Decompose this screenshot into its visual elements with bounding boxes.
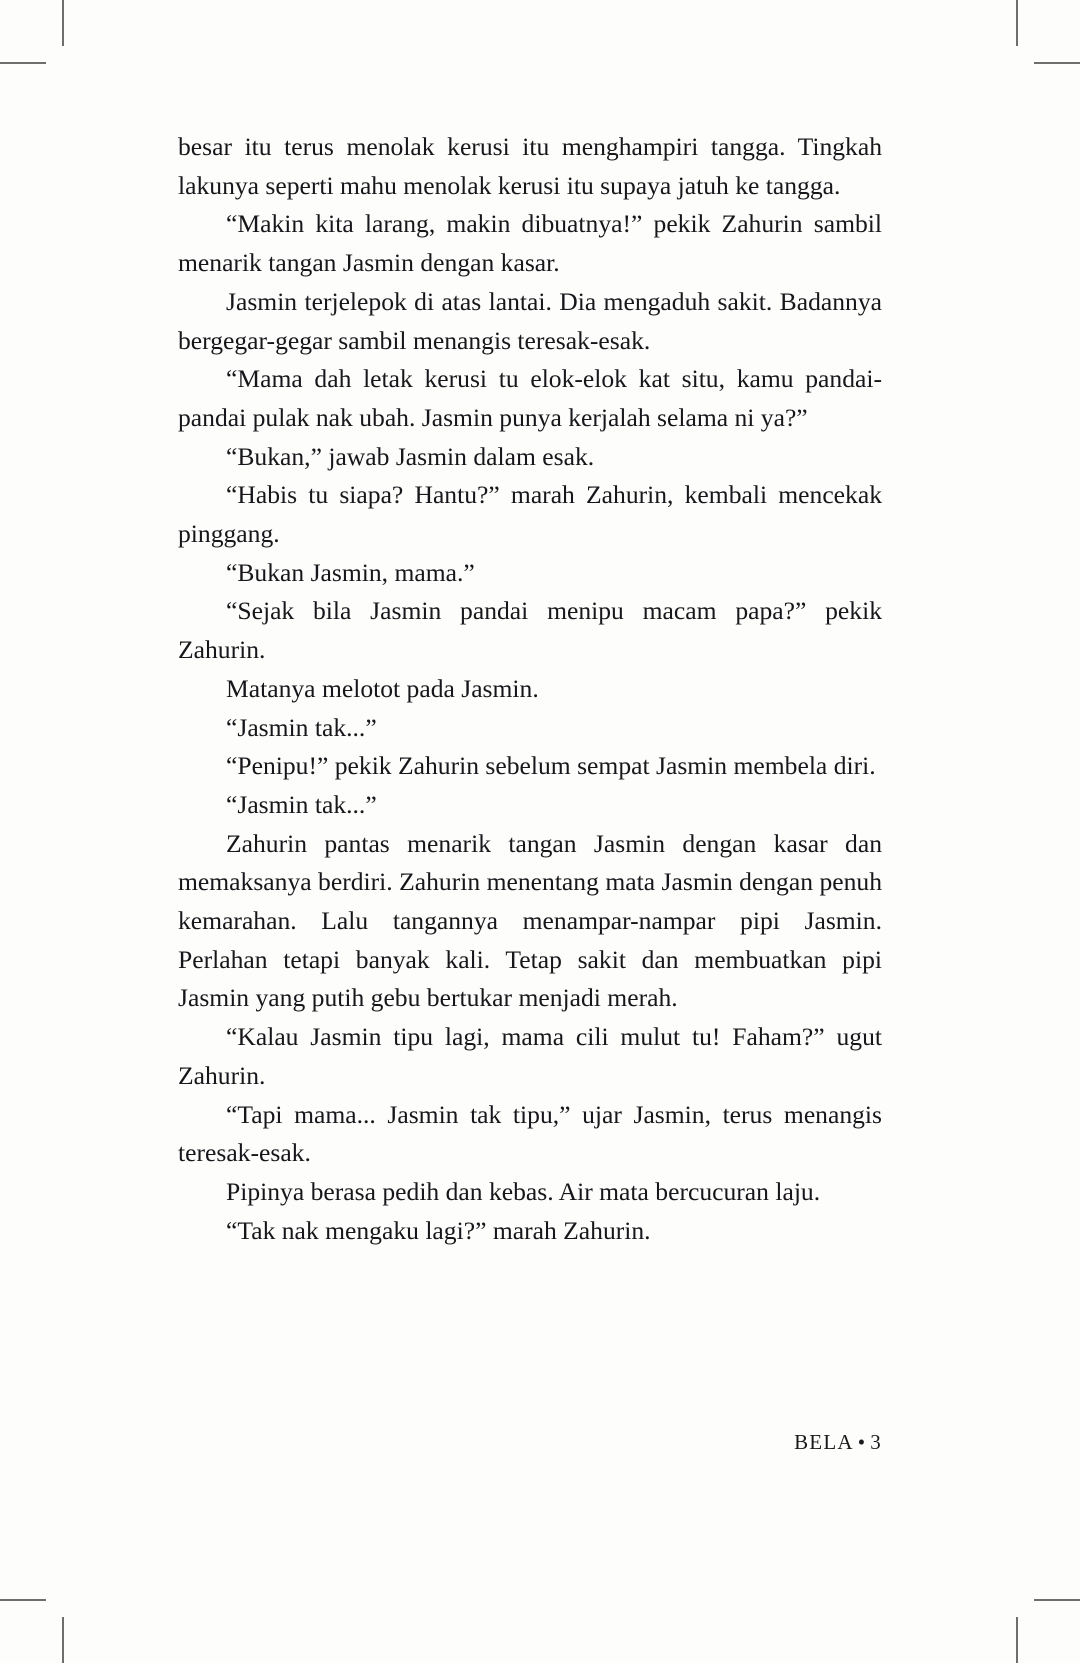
body-paragraph: “Penipu!” pekik Zahurin sebelum sempat Jasmin membela diri. [226, 751, 876, 781]
body-paragraph: Pipinya berasa pedih dan kebas. Air mata bercucuran laju. [226, 1176, 821, 1206]
crop-mark-top-left-horizontal [0, 62, 46, 64]
body-paragraph: Matanya melotot pada Jasmin. [226, 673, 539, 703]
body-paragraph: “Tak nak mengaku lagi?” marah Zahurin. [226, 1215, 651, 1245]
body-paragraph: “Bukan,” jawab Jasmin dalam esak. [226, 441, 595, 471]
crop-mark-top-left-vertical [62, 0, 64, 46]
footer-book-title: BELA [794, 1430, 854, 1454]
body-text-block [178, 128, 882, 1250]
body-paragraph: “Sejak bila Jasmin pandai menipu macam papa?” pekik Zahurin. [178, 596, 882, 665]
body-paragraph: “Jasmin tak...” [226, 789, 377, 819]
body-paragraph: “Tapi mama... Jasmin tak tipu,” ujar Jasmin, terus menangis teresak-esak. [178, 1099, 882, 1168]
crop-mark-bottom-left-horizontal [0, 1599, 46, 1601]
body-paragraph: “Habis tu siapa? Hantu?” marah Zahurin, kembali mencekak pinggang. [178, 480, 882, 549]
crop-mark-bottom-left-vertical [62, 1617, 64, 1663]
crop-mark-bottom-right-vertical [1016, 1617, 1018, 1663]
body-paragraph: “Mama dah letak kerusi tu elok-elok kat situ, kamu pandai-pandai pulak nak ubah. Jasmin punya kerjalah selama ni ya?” [178, 364, 882, 432]
footer-page-number: 3 [870, 1430, 882, 1454]
crop-mark-top-right-horizontal [1034, 62, 1080, 64]
body-paragraph: “Jasmin tak...” [226, 712, 377, 742]
body-paragraph: besar itu terus menolak kerusi itu menghampiri tangga. Tingkah lakunya seperti mahu menolak kerusi itu supaya jatuh ke tangga. [178, 132, 882, 200]
footer-separator-dot: • [857, 1430, 867, 1454]
body-paragraph: Jasmin terjelepok di atas lantai. Dia mengaduh sakit. Badannya bergegar-gegar sambil menangis teresak-esak. [178, 286, 882, 355]
crop-mark-top-right-vertical [1016, 0, 1018, 46]
body-paragraph: “Makin kita larang, makin dibuatnya!” pekik Zahurin sambil menarik tangan Jasmin dengan kasar. [178, 209, 882, 278]
crop-mark-bottom-right-horizontal [1034, 1599, 1080, 1601]
body-paragraph: Zahurin pantas menarik tangan Jasmin dengan kasar dan memaksanya berdiri. Zahurin menentang mata Jasmin dengan penuh kemarahan. Lalu tangannya menampar-nampar pipi Jasmin. Perlahan tetapi banyak kali. Tetap sakit dan membuatkan pipi Jasmin yang putih gebu bertukar menjadi merah. [178, 828, 882, 1013]
body-paragraph: “Bukan Jasmin, mama.” [226, 557, 475, 587]
body-paragraph: “Kalau Jasmin tipu lagi, mama cili mulut tu! Faham?” ugut Zahurin. [178, 1022, 882, 1090]
page-footer [178, 1430, 882, 1455]
